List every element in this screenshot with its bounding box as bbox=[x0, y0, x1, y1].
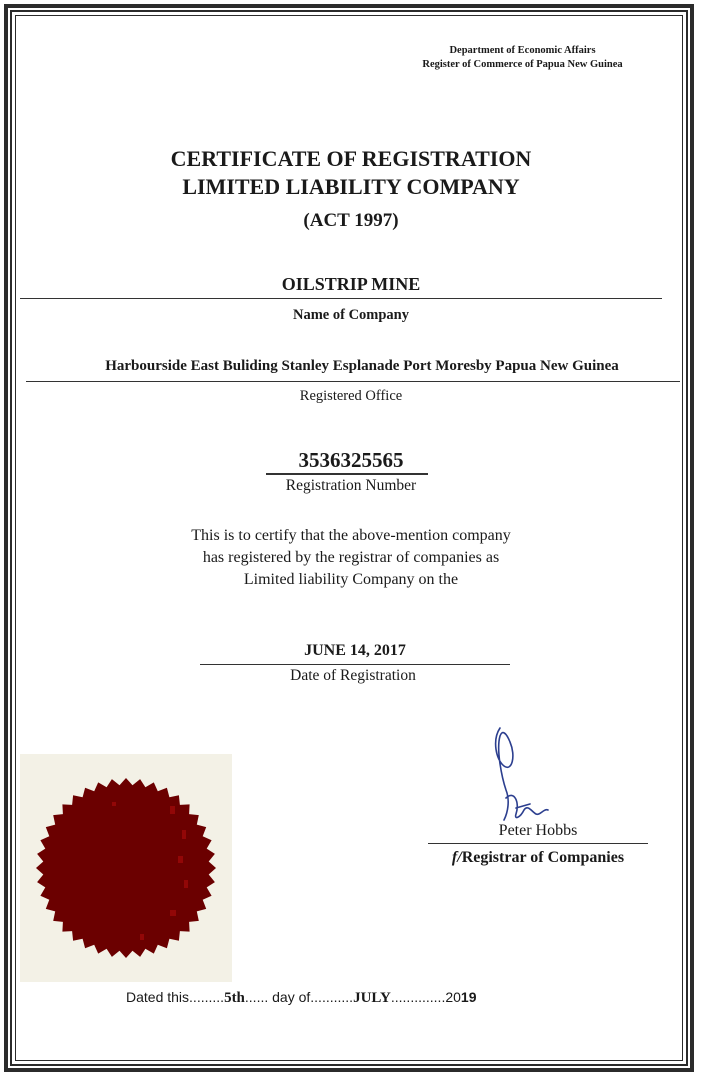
office-rule bbox=[26, 381, 680, 382]
dated-prefix: Dated this bbox=[126, 989, 190, 1005]
register-name: Register of Commerce of Papua New Guinea bbox=[422, 59, 623, 70]
issuer-block bbox=[360, 44, 685, 72]
registration-number-label: Registration Number bbox=[285, 477, 417, 494]
dated-mid: day of bbox=[268, 989, 311, 1005]
act-label: (ACT 1997) bbox=[303, 210, 399, 231]
company-name-rule bbox=[20, 298, 662, 299]
certify-line3: Limited liability Company on the bbox=[243, 571, 459, 588]
dated-month: JULY bbox=[353, 990, 391, 1006]
department-name: Department of Economic Affairs bbox=[449, 45, 596, 56]
signatory-name: Peter Hobbs bbox=[498, 822, 578, 839]
registration-date-rule bbox=[200, 664, 510, 665]
registered-office-label: Registered Office bbox=[299, 388, 403, 404]
registration-number: 3536325565 bbox=[298, 448, 404, 472]
company-name: OILSTRIP MINE bbox=[281, 274, 421, 294]
registration-number-rule bbox=[266, 473, 428, 475]
signatory-title-text: Registrar of Companies bbox=[461, 849, 625, 866]
registration-date: JUNE 14, 2017 bbox=[304, 642, 406, 659]
dated-dots-4: .............. bbox=[390, 989, 446, 1005]
registration-date-label: Date of Registration bbox=[290, 667, 416, 684]
dated-year-prefix: 20 bbox=[445, 989, 461, 1005]
certification-text bbox=[0, 525, 702, 591]
dated-dots-2: ...... bbox=[244, 989, 269, 1005]
signatory-title-prefix: f/ bbox=[451, 849, 462, 866]
dated-year-suffix: 19 bbox=[460, 989, 477, 1005]
signatory-title bbox=[428, 849, 648, 867]
wax-seal-icon bbox=[20, 760, 232, 980]
certify-line2: has registered by the registrar of companies as bbox=[202, 549, 500, 566]
dated-day: 5th bbox=[224, 990, 245, 1006]
company-name-label: Name of Company bbox=[293, 307, 409, 323]
signature-icon bbox=[486, 720, 576, 830]
dated-dots-1: ......... bbox=[189, 989, 225, 1005]
registered-office: Harbourside East Buliding Stanley Esplanade Port Moresby Papua New Guinea bbox=[105, 358, 619, 374]
dated-line bbox=[126, 989, 477, 1007]
certificate-title-line2: LIMITED LIABILITY COMPANY bbox=[182, 174, 520, 199]
certificate-title-line1: CERTIFICATE OF REGISTRATION bbox=[170, 146, 532, 171]
certify-line1: This is to certify that the above-mention company bbox=[191, 527, 511, 544]
signature-rule bbox=[428, 843, 648, 844]
dated-dots-3: ........... bbox=[310, 989, 354, 1005]
